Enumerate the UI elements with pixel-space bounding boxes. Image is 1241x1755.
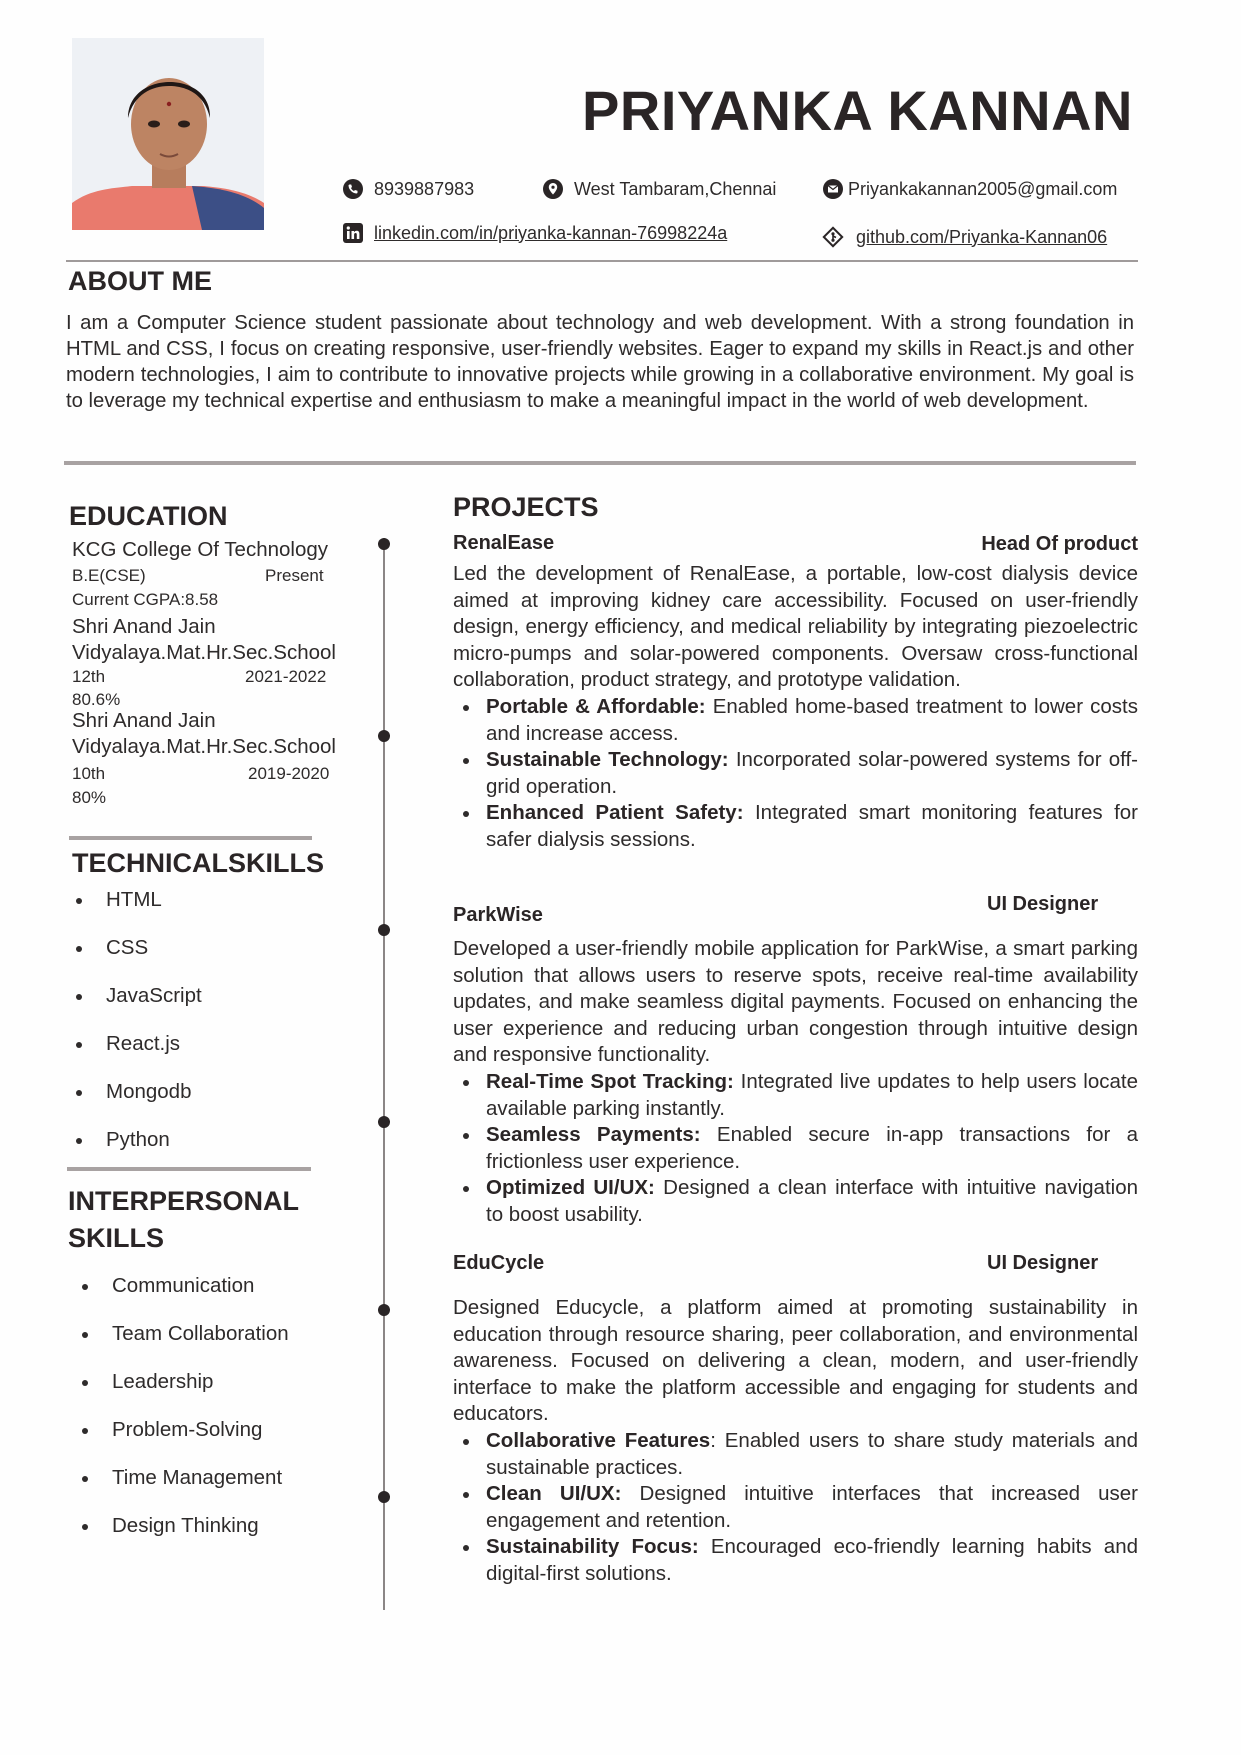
github-link[interactable]: github.com/Priyanka-Kannan06 — [856, 226, 1108, 247]
bullet-label: Collaborative Features — [486, 1428, 711, 1452]
bullet-label: Clean UI/UX: — [486, 1482, 622, 1506]
edu-score: 80% — [72, 788, 107, 807]
project-role: Head Of product — [981, 533, 1138, 555]
location-icon — [542, 178, 564, 200]
projects-title: PROJECTS — [453, 492, 599, 522]
interpersonal-title-line1: INTERPERSONAL — [68, 1186, 300, 1216]
interpersonal-title-line2: SKILLS — [68, 1223, 165, 1253]
timeline-dot — [378, 730, 390, 742]
list-item: CSS — [76, 936, 202, 984]
bullet-label: Sustainable Technology: — [486, 748, 729, 772]
bullet-label: Optimized UI/UX: — [486, 1176, 655, 1200]
bullet-text: : Enabled users to share study materials and sustainable practices. — [486, 1428, 1139, 1479]
education-divider — [69, 836, 312, 840]
about-title: ABOUT ME — [68, 266, 212, 296]
bullet-text: Enabled home-based treatment to lower costs and increase access. — [486, 694, 1138, 745]
technical-skills-list — [76, 888, 202, 1176]
list-item — [453, 1122, 1138, 1175]
edu-degree: B.E(CSE) — [72, 566, 146, 585]
list-item: Team Collaboration — [82, 1322, 289, 1370]
email-icon — [822, 178, 844, 200]
bullet-text: Designed intuitive interfaces that increased user engagement and retention. — [486, 1482, 1138, 1532]
bullet-label: Sustainability Focus: — [486, 1535, 699, 1559]
edu-score: Current CGPA:8.58 — [72, 590, 219, 609]
project-role: UI Designer — [987, 1252, 1099, 1274]
phone-icon — [342, 178, 364, 200]
list-item: Mongodb — [76, 1080, 202, 1128]
edu-period: Present — [265, 566, 324, 585]
list-item: Leadership — [82, 1370, 289, 1418]
project-block — [453, 1295, 1138, 1588]
list-item: Python — [76, 1128, 202, 1176]
github-icon — [822, 226, 844, 248]
bullet-text: Incorporated solar-powered systems for off-grid operation. — [486, 748, 1138, 798]
email-text[interactable]: Priyankakannan2005@gmail.com — [848, 178, 1118, 199]
linkedin-link[interactable]: linkedin.com/in/priyanka-kannan-76998224a — [374, 222, 728, 243]
phone-number: 8939887983 — [374, 178, 475, 199]
bullet-text: Integrated smart monitoring features for safer dialysis sessions. — [486, 801, 1138, 851]
list-item: HTML — [76, 888, 202, 936]
bullet-text: Encouraged eco-friendly learning habits and digital-first solutions. — [486, 1535, 1138, 1585]
contact-phone — [342, 178, 474, 200]
edu-institution: Vidyalaya.Mat.Hr.Sec.School — [72, 735, 336, 758]
edu-institution: Shri Anand Jain — [72, 709, 216, 732]
technical-skills-title: TECHNICALSKILLS — [72, 848, 324, 878]
list-item — [453, 1175, 1138, 1228]
edu-institution: KCG College Of Technology — [72, 538, 329, 561]
list-item — [453, 694, 1138, 747]
bullet-label: Portable & Affordable: — [486, 694, 706, 718]
project-description: Developed a user-friendly mobile application for ParkWise, a smart parking solution that allows users to reserve spots, receive real-time availability updates, and make seamless digital payments. Focused on enhancing the user experience and reducing urban congestion through intuitive design and responsive functionality. — [453, 937, 1138, 1067]
list-item: Problem-Solving — [82, 1418, 289, 1466]
timeline-dot — [378, 538, 390, 550]
list-item — [453, 747, 1138, 800]
timeline-dot — [378, 924, 390, 936]
edu-degree: 10th — [72, 764, 106, 783]
project-block — [453, 561, 1138, 854]
project-block — [453, 936, 1138, 1229]
list-item — [453, 1534, 1138, 1587]
contact-location — [542, 178, 776, 200]
timeline-dot — [378, 1116, 390, 1128]
project-role: UI Designer — [987, 893, 1099, 915]
timeline-dot — [378, 1491, 390, 1503]
skills-divider — [67, 1167, 311, 1171]
linkedin-icon — [342, 222, 364, 244]
list-item — [453, 800, 1138, 853]
bullet-label: Enhanced Patient Safety: — [486, 801, 744, 825]
project-bullets — [453, 1428, 1138, 1588]
edu-period: 2019-2020 — [248, 764, 330, 783]
project-bullets — [453, 694, 1138, 854]
profile-photo — [72, 38, 264, 230]
timeline-dot — [378, 1304, 390, 1316]
list-item: Time Management — [82, 1466, 289, 1514]
contact-linkedin[interactable] — [342, 222, 727, 244]
project-name: ParkWise — [453, 904, 543, 926]
list-item: Communication — [82, 1274, 289, 1322]
project-description: Designed Educycle, a platform aimed at promoting sustainability in education through resource sharing, peer collaboration, and environmental awareness. Focused on delivering a clean, modern, and user-friendly interface to make the platform accessible and engaging for students and educators. — [453, 1296, 1138, 1426]
bullet-label: Real-Time Spot Tracking: — [486, 1069, 734, 1093]
candidate-name: PRIYANKA KANNAN — [582, 79, 1133, 142]
list-item — [453, 1069, 1138, 1122]
bullet-text: Designed a clean interface with intuitive navigation to boost usability. — [486, 1176, 1138, 1226]
about-divider — [64, 461, 1136, 465]
edu-score: 80.6% — [72, 690, 121, 709]
project-bullets — [453, 1069, 1138, 1229]
list-item: Design Thinking — [82, 1514, 289, 1562]
contact-email[interactable] — [822, 178, 1117, 200]
header-divider — [66, 260, 1138, 262]
edu-degree: 12th — [72, 667, 106, 686]
interpersonal-skills-list — [82, 1274, 289, 1562]
edu-institution: Vidyalaya.Mat.Hr.Sec.School — [72, 641, 336, 664]
location-text: West Tambaram,Chennai — [574, 178, 777, 199]
timeline-line — [383, 538, 385, 1610]
bullet-text: Enabled secure in-app transactions for a frictionless user experience. — [486, 1123, 1138, 1173]
bullet-text: Integrated live updates to help users locate available parking instantly. — [486, 1069, 1138, 1120]
edu-institution: Shri Anand Jain — [72, 615, 216, 638]
contact-github[interactable] — [822, 226, 1107, 248]
list-item — [453, 1428, 1138, 1481]
list-item: React.js — [76, 1032, 202, 1080]
education-title: EDUCATION — [69, 501, 228, 531]
bullet-label: Seamless Payments: — [486, 1123, 701, 1147]
project-name: RenalEase — [453, 532, 555, 554]
project-name: EduCycle — [453, 1252, 545, 1274]
project-description: Led the development of RenalEase, a portable, low-cost dialysis device aimed at improving kidney care accessibility. Focused on user-friendly design, energy efficiency, and medical reliability by integrating piezoelectric micro-pumps and solar-powered components. Oversaw cross-functional collaboration, product strategy, and prototype validation. — [453, 562, 1138, 692]
list-item: JavaScript — [76, 984, 202, 1032]
list-item — [453, 1481, 1138, 1534]
about-text: I am a Computer Science student passionate about technology and web development. With a strong foundation in HTML and CSS, I focus on creating responsive, user-friendly websites. Eager to expand my skills in React.js and other modern technologies, I aim to contribute to innovative projects while growing in a collaborative environment. My goal is to leverage my technical expertise and enthusiasm to make a meaningful impact in the world of web development. — [66, 312, 1134, 412]
edu-period: 2021-2022 — [245, 667, 327, 686]
